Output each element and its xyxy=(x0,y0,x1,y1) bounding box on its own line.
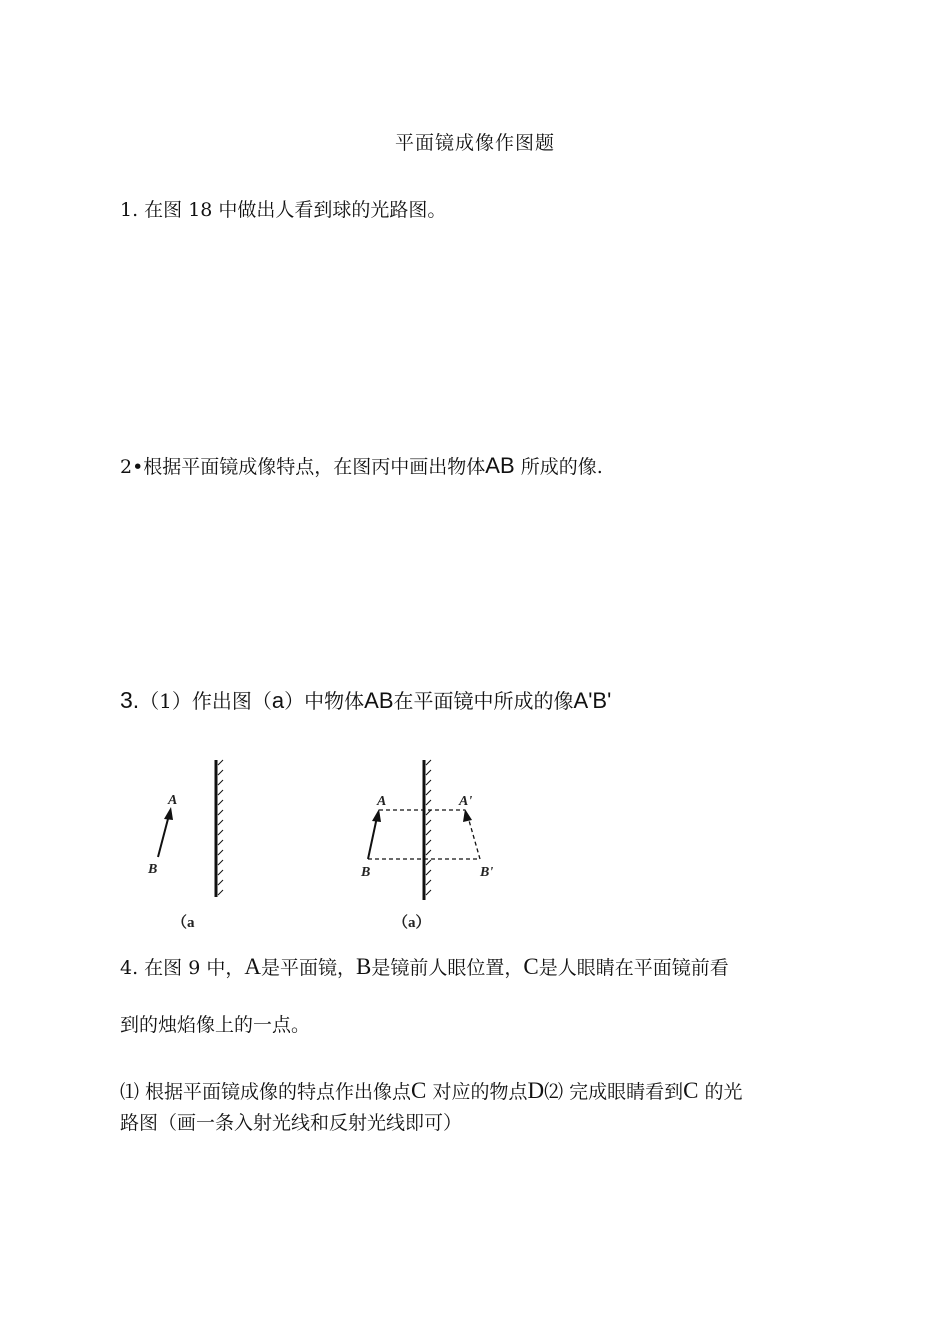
q4-label-d: D xyxy=(527,1078,545,1103)
figure-a-answer-label-a: A xyxy=(377,794,387,809)
question-4-line-2: 到的烛焰像上的一点。 xyxy=(120,1014,311,1036)
question-3-text-3: 在平面镜中所成的像 xyxy=(393,689,574,713)
q4-label-c-3: C xyxy=(683,1078,699,1103)
question-4-line-1 xyxy=(120,953,729,980)
figure-a-answer-label-b: B xyxy=(361,865,371,880)
q4-text-8: 的光 xyxy=(704,1081,743,1103)
q4-text-4: 是人眼睛在平面镜前看 xyxy=(538,957,729,979)
q4-text-6: 对应的物点 xyxy=(432,1081,528,1103)
figure-a-mirror-object xyxy=(140,755,240,935)
question-3-image-label: A'B' xyxy=(573,688,612,713)
question-3-number: 3. xyxy=(120,687,140,713)
figure-a-label-a: A xyxy=(168,793,178,808)
q4-text-1: 4. 在图 9 中， xyxy=(120,957,245,979)
question-4-line-4: 路图（画一条入射光线和反射光线即可） xyxy=(120,1112,463,1134)
figure-a-caption: （a xyxy=(172,915,195,931)
question-3-text-1: （1）作出图（ xyxy=(139,689,272,713)
figure-a-answer-label-a-prime: A' xyxy=(459,794,473,809)
question-3-a: a xyxy=(271,688,285,713)
figure-a-answer-label-b-prime: B' xyxy=(480,865,494,880)
question-1: 1. 在图 18 中做出人看到球的光路图。 xyxy=(120,199,447,221)
question-2-text-post: 所成的像. xyxy=(520,456,603,478)
q4-text-7: ⑵ 完成眼睛看到 xyxy=(544,1081,684,1103)
figure-a-label-b: B xyxy=(148,862,158,877)
question-3-ab: AB xyxy=(364,688,394,713)
q4-text-3: 是镜前人眼位置， xyxy=(371,957,524,979)
page-title: 平面镜成像作图题 xyxy=(394,132,555,154)
q4-label-a: A xyxy=(244,954,261,979)
figure-a-answer-caption: （a） xyxy=(393,915,431,931)
question-2 xyxy=(120,452,603,479)
q4-label-b: B xyxy=(355,954,372,979)
figure-a-answer xyxy=(355,755,515,935)
question-2-ab: AB xyxy=(485,453,515,478)
q4-label-c: C xyxy=(523,954,539,979)
question-3-text-2: ）中物体 xyxy=(284,689,365,713)
question-4-line-3 xyxy=(120,1077,743,1104)
q4-text-5: ⑴ 根据平面镜成像的特点作出像点 xyxy=(120,1081,412,1103)
q4-label-c-2: C xyxy=(411,1078,427,1103)
question-3 xyxy=(120,685,611,714)
question-2-text-pre: 2•根据平面镜成像特点，在图丙中画出物体 xyxy=(120,456,486,478)
q4-text-2: 是平面镜， xyxy=(260,957,356,979)
